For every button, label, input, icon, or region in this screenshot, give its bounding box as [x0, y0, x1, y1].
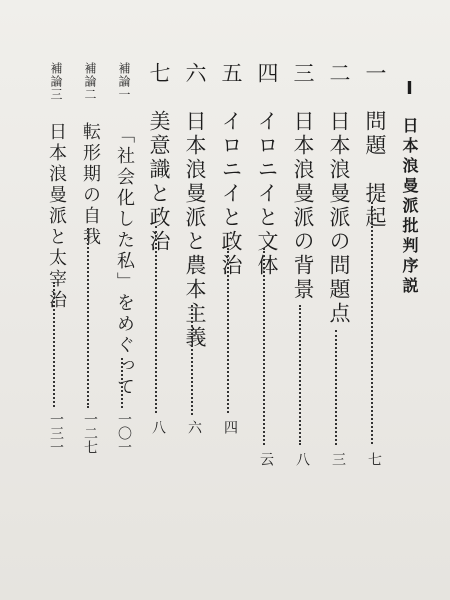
leader-dots [155, 226, 157, 413]
entry-number: 三 [291, 62, 315, 86]
entry-page-number: 一〇一 [116, 412, 132, 454]
toc-entry-4 [252, 62, 282, 278]
section-title-text: 日本浪曼派批判序説 [400, 117, 419, 297]
toc-entry-6 [180, 62, 210, 350]
entry-number: 補論一 [117, 62, 131, 101]
entry-title: 日本浪曼派と太宰治 [46, 122, 67, 311]
section-title [398, 78, 421, 297]
entry-title: 転形期の自我 [80, 122, 101, 248]
entry-number: 四 [255, 62, 279, 86]
entry-number: 二 [327, 62, 351, 86]
entry-number: 補論二 [83, 62, 97, 101]
entry-page-number: 四 [222, 420, 238, 434]
toc-entry-2 [324, 62, 354, 326]
entry-title: 日本浪曼派の問題点 [327, 110, 351, 326]
entry-page-number: 八 [150, 420, 166, 434]
section-numeral: I [399, 78, 420, 103]
leader-dots [335, 330, 337, 445]
entry-page-number: 一二七 [82, 412, 98, 454]
entry-title: 問題 提起 [363, 110, 387, 230]
entry-title: 日本浪曼派と農本主義 [183, 110, 207, 350]
leader-dots [263, 248, 265, 445]
toc-entry-5 [216, 62, 246, 278]
toc-entry-supplement-1 [111, 62, 137, 398]
leader-dots [87, 228, 89, 408]
leader-dots [53, 282, 55, 407]
entry-title: イロニイと政治 [219, 110, 243, 278]
leader-dots [191, 305, 193, 415]
entry-number: 一 [363, 62, 387, 86]
toc-entry-supplement-2 [77, 62, 103, 248]
entry-title: イロニイと文体 [255, 110, 279, 278]
toc-entry-1 [360, 62, 390, 230]
leader-dots [227, 248, 229, 413]
leader-dots [371, 202, 373, 444]
toc-entry-supplement-3 [43, 62, 69, 311]
entry-title: 「社会化した私」をめぐって [114, 125, 135, 398]
entry-number: 七 [147, 62, 171, 86]
entry-page-number: 七 [366, 452, 382, 466]
entry-page-number: 一三一 [48, 412, 64, 454]
entry-title: 日本浪曼派の背景 [291, 110, 315, 302]
leader-dots [121, 358, 123, 408]
entry-page-number: 八 [294, 452, 310, 466]
entry-page-number: 云 [258, 452, 274, 466]
entry-page-number: 三 [330, 452, 346, 466]
entry-number: 六 [183, 62, 207, 86]
entry-title: 美意識と政治 [147, 110, 171, 254]
entry-number: 補論三 [49, 62, 63, 101]
toc-entry-7 [144, 62, 174, 254]
entry-number: 五 [219, 62, 243, 86]
leader-dots [299, 305, 301, 445]
entry-page-number: 六 [186, 420, 202, 434]
toc-entry-3 [288, 62, 318, 302]
